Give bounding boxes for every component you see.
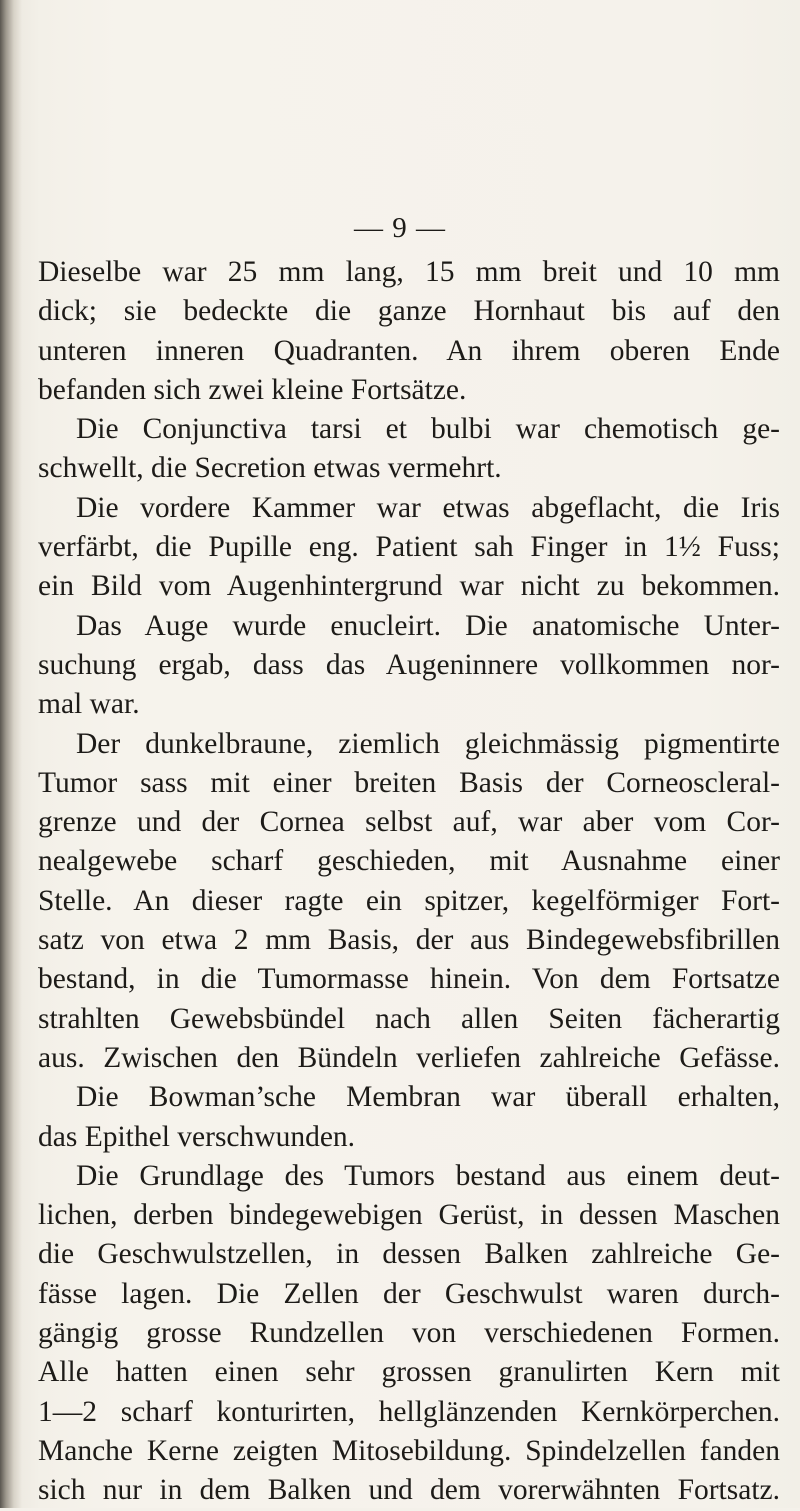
text-line: satz von etwa 2 mm Basis, der aus Bindegewebsfibrillen bbox=[38, 924, 780, 957]
text-line: die Geschwulstzellen, in dessen Balken zahlreiche Ge- bbox=[38, 1238, 780, 1271]
text-line: Stelle. An dieser ragte ein spitzer, kegelförmiger Fort- bbox=[38, 884, 780, 917]
text-line: Die Grundlage des Tumors bestand aus einem deut- bbox=[76, 1159, 780, 1192]
text-line: befanden sich zwei kleine Fortsätze. bbox=[38, 373, 467, 406]
text-line: schwellt, die Secretion etwas vermehrt. bbox=[38, 452, 502, 485]
text-line: Das Auge wurde enucleirt. Die anatomische Unter- bbox=[76, 609, 780, 642]
text-line: Dieselbe war 25 mm lang, 15 mm breit und 10 mm bbox=[38, 256, 780, 288]
text-line: strahlten Gewebsbündel nach allen Seiten fächerartig bbox=[38, 1002, 780, 1035]
text-line: das Epithel verschwunden. bbox=[38, 1120, 356, 1153]
text-line: verfärbt, die Pupille eng. Patient sah Finger in 1½ Fuss; bbox=[38, 531, 780, 564]
text-line: Die Bowman’sche Membran war überall erhalten, bbox=[76, 1081, 780, 1114]
text-line: unteren inneren Quadranten. An ihrem oberen Ende bbox=[38, 334, 780, 367]
text-line: Die Conjunctiva tarsi et bulbi war chemotisch ge- bbox=[76, 413, 780, 446]
page-number: — 9 — bbox=[354, 212, 446, 244]
text-line: Alle hatten einen sehr grossen granulirten Kern mit bbox=[38, 1356, 780, 1389]
text-line: mal war. bbox=[38, 688, 140, 721]
text-line: gängig grosse Rundzellen von verschiedenen Formen. bbox=[38, 1317, 780, 1350]
text-line: aus. Zwischen den Bündeln verliefen zahlreiche Gefässe. bbox=[38, 1041, 780, 1074]
text-line: ein Bild vom Augenhintergrund war nicht zu bekommen. bbox=[38, 570, 780, 603]
text-line: suchung ergab, dass das Augeninnere vollkommen nor- bbox=[38, 648, 780, 681]
text-line: lichen, derben bindegewebigen Gerüst, in dessen Maschen bbox=[38, 1199, 780, 1232]
text-line: bestand, in die Tumormasse hinein. Von dem Fortsatze bbox=[38, 963, 780, 996]
text-line: sich nur in dem Balken und dem vorerwähnten Fortsatz. bbox=[38, 1474, 780, 1507]
text-line: fässe lagen. Die Zellen der Geschwulst waren durch- bbox=[38, 1277, 780, 1310]
text-line: Manche Kerne zeigten Mitosebildung. Spindelzellen fanden bbox=[38, 1434, 780, 1467]
text-line: Tumor sass mit einer breiten Basis der Corneoscleral- bbox=[38, 766, 780, 799]
text-line: grenze und der Cornea selbst auf, war aber vom Cor- bbox=[38, 806, 780, 839]
text-line: Die vordere Kammer war etwas abgeflacht, die Iris bbox=[76, 491, 780, 524]
text-line: Der dunkelbraune, ziemlich gleichmässig pigmentirte bbox=[76, 727, 780, 760]
text-line: dick; sie bedeckte die ganze Hornhaut bis auf den bbox=[38, 295, 780, 328]
body-text bbox=[38, 253, 780, 1511]
text-line: nealgewebe scharf geschieden, mit Ausnahme einer bbox=[38, 845, 780, 878]
text-line: 1—2 scharf konturirten, hellglänzenden Kernkörperchen. bbox=[38, 1395, 780, 1428]
